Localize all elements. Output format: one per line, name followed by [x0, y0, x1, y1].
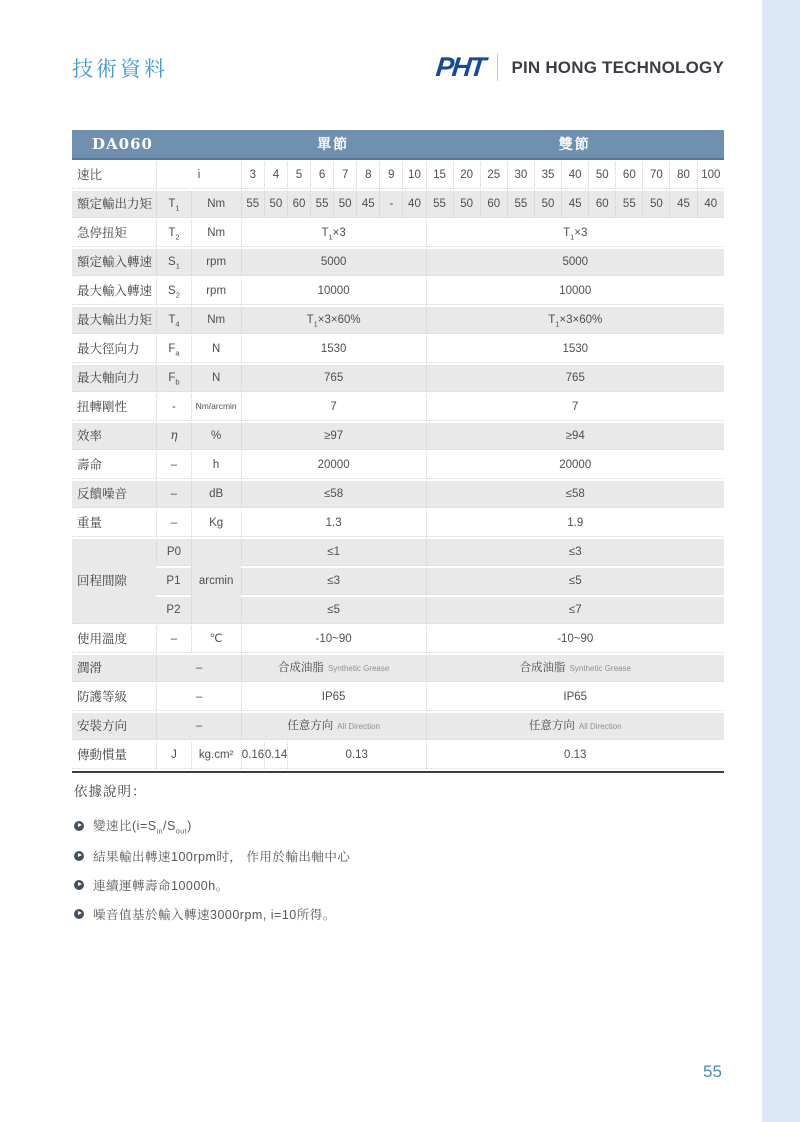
row-symbol: $S_1$ [156, 249, 190, 276]
row-label: 扭轉剛性 [72, 394, 156, 421]
row-unit: N [191, 336, 241, 363]
row-unit: dB [191, 481, 241, 508]
double-value: 10000 [426, 278, 725, 305]
table-row-max-radial-force [72, 336, 724, 363]
double-value: ≤7 [426, 597, 725, 624]
notes-section [74, 780, 574, 934]
table-row-rated-input-speed [72, 249, 724, 276]
value-cell: 15 [426, 162, 453, 189]
row-unit: N [191, 365, 241, 392]
spec-table-wrap [72, 128, 724, 773]
double-value: $T_1\times 3\times 60\%$ [426, 307, 725, 334]
note-item [74, 816, 574, 836]
row-unit: kg.cm² [191, 742, 241, 769]
row-label: 潤滑 [72, 655, 156, 682]
row-symbol: P1 [156, 568, 190, 595]
row-label: 回程間隙 [72, 539, 156, 624]
row-symbol: – [156, 452, 190, 479]
single-value: ≤3 [241, 568, 426, 595]
value-cell: 9 [379, 162, 402, 189]
value-cell: 8 [356, 162, 379, 189]
double-value: $T_1\times 3$ [426, 220, 725, 247]
note-text: 結果輸出轉速100rpm时， 作用於輸出軸中心 [93, 849, 351, 864]
single-value: 合成油脂 Synthetic Grease [241, 655, 426, 682]
single-value: 10000 [241, 278, 426, 305]
value-cell: 3 [241, 162, 264, 189]
table-row-operating-temp [72, 626, 724, 653]
row-symbol: – [156, 713, 240, 740]
row-unit: Nm/arcmin [191, 394, 241, 421]
value-cell: 55 [310, 191, 333, 218]
row-symbol: – [156, 481, 190, 508]
row-label: 效率 [72, 423, 156, 450]
single-value: 任意方向 All Direction [241, 713, 426, 740]
value-cell: 45 [669, 191, 696, 218]
row-unit: Nm [191, 307, 241, 334]
single-stage-header: 單節 [241, 130, 426, 160]
value-cell: 4 [264, 162, 287, 189]
row-symbol: i [156, 162, 240, 189]
table-row-max-input-speed [72, 278, 724, 305]
row-label: 傳動慣量 [72, 742, 156, 769]
single-value: ≥97 [241, 423, 426, 450]
notes-list [74, 816, 574, 923]
row-symbol: - [156, 394, 190, 421]
value-cell: 60 [615, 162, 642, 189]
double-value: IP65 [426, 684, 725, 711]
single-value: ≤1 [241, 539, 426, 566]
value-cell: 50 [264, 191, 287, 218]
value-cell: 40 [561, 162, 588, 189]
single-value: $T_1\times 3\times 60\%$ [241, 307, 426, 334]
double-value: ≤3 [426, 539, 725, 566]
table-row-torsional-rigidity [72, 394, 724, 421]
company-name: PIN HONG TECHNOLOGY [511, 57, 724, 77]
row-symbol: – [156, 510, 190, 537]
value-cell: 60 [480, 191, 507, 218]
note-bullet-icon [74, 880, 84, 890]
row-unit: arcmin [191, 539, 241, 624]
value-cell: 45 [356, 191, 379, 218]
table-row-emergency-stop-torque [72, 220, 724, 247]
page-number: 55 [703, 1062, 722, 1081]
row-label: 使用溫度 [72, 626, 156, 653]
note-bullet-icon [74, 909, 84, 919]
single-value: IP65 [241, 684, 426, 711]
value-cell: 7 [333, 162, 356, 189]
row-symbol: $T_4$ [156, 307, 190, 334]
table-row-ratio [72, 162, 724, 189]
row-symbol: $T_1$ [156, 191, 190, 218]
double-value: -10~90 [426, 626, 725, 653]
value-cell: 10 [402, 162, 425, 189]
single-value: 1530 [241, 336, 426, 363]
row-symbol: – [156, 684, 240, 711]
table-row-weight [72, 510, 724, 537]
single-value: 765 [241, 365, 426, 392]
double-value: 1530 [426, 336, 725, 363]
note-text: 連續運轉壽命10000h。 [93, 878, 229, 893]
row-symbol: P0 [156, 539, 190, 566]
single-value: 0.13 [287, 742, 426, 769]
row-symbol: $F_b$ [156, 365, 190, 392]
double-value: ≤58 [426, 481, 725, 508]
double-value: 0.13 [426, 742, 725, 769]
value-cell: 25 [480, 162, 507, 189]
double-value: ≥94 [426, 423, 725, 450]
row-label: 壽命 [72, 452, 156, 479]
value-cell: 45 [561, 191, 588, 218]
table-row-max-axial-force [72, 365, 724, 392]
row-unit: Nm [191, 220, 241, 247]
row-unit: h [191, 452, 241, 479]
single-value: ≤5 [241, 597, 426, 624]
value-cell: 6 [310, 162, 333, 189]
value-cell: 60 [287, 191, 310, 218]
value-cell: 55 [507, 191, 534, 218]
double-value: 5000 [426, 249, 725, 276]
note-bullet-icon [74, 821, 84, 831]
model-header: DA060 [72, 130, 241, 160]
row-unit: % [191, 423, 241, 450]
note-item [74, 847, 574, 865]
double-value: ≤5 [426, 568, 725, 595]
row-symbol: $F_a$ [156, 336, 190, 363]
row-label: 速比 [72, 162, 156, 189]
table-header-row [72, 130, 724, 160]
note-text: 噪音值基於輸入轉速3000rpm, i=10所得。 [93, 907, 336, 922]
document-header [72, 52, 724, 83]
note-item [74, 905, 574, 923]
value-cell: 50 [534, 191, 561, 218]
row-unit: rpm [191, 278, 241, 305]
row-symbol: $T_2$ [156, 220, 190, 247]
value-cell: 70 [642, 162, 669, 189]
row-symbol: η [156, 423, 190, 450]
double-value: 任意方向 All Direction [426, 713, 725, 740]
row-unit: rpm [191, 249, 241, 276]
double-value: 1.9 [426, 510, 725, 537]
value-cell: 80 [669, 162, 696, 189]
row-label: 最大軸向力 [72, 365, 156, 392]
row-symbol: – [156, 655, 240, 682]
row-symbol: P2 [156, 597, 190, 624]
page-edge-strip [762, 0, 800, 1122]
value-cell: 30 [507, 162, 534, 189]
value-cell: 100 [697, 162, 724, 189]
table-row-backlash-p2 [72, 597, 724, 624]
double-value: 765 [426, 365, 725, 392]
row-label: 反饋噪音 [72, 481, 156, 508]
single-value: 1.3 [241, 510, 426, 537]
value-cell: - [379, 191, 402, 218]
double-stage-header: 雙節 [426, 130, 725, 160]
brand-divider [497, 54, 498, 81]
row-symbol: J [156, 742, 190, 769]
table-row-protection-class [72, 684, 724, 711]
value-cell: 50 [333, 191, 356, 218]
value-cell: 50 [453, 191, 480, 218]
single-value: -10~90 [241, 626, 426, 653]
row-unit: Nm [191, 191, 241, 218]
table-row-max-output-torque [72, 307, 724, 334]
note-bullet-icon [74, 851, 84, 861]
single-value: 5000 [241, 249, 426, 276]
table-row-mounting-direction [72, 713, 724, 740]
value-cell: 50 [642, 191, 669, 218]
single-value-i3: 0.16 [241, 742, 264, 769]
table-row-lubrication [72, 655, 724, 682]
row-symbol: $S_2$ [156, 278, 190, 305]
value-cell: 55 [615, 191, 642, 218]
row-label: 最大輸出力矩 [72, 307, 156, 334]
table-row-efficiency [72, 423, 724, 450]
page-title: 技術資料 [72, 57, 168, 81]
double-value: 20000 [426, 452, 725, 479]
value-cell: 40 [402, 191, 425, 218]
value-cell: 20 [453, 162, 480, 189]
single-value-i4: 0.14 [264, 742, 287, 769]
notes-heading: 依據說明： [74, 784, 147, 800]
table-row-backlash-p1 [72, 568, 724, 595]
table-row-feedback-noise [72, 481, 724, 508]
row-symbol: – [156, 626, 190, 653]
value-cell: 5 [287, 162, 310, 189]
table-row-moment-of-inertia [72, 742, 724, 769]
table-row-rated-output-torque [72, 191, 724, 218]
row-label: 重量 [72, 510, 156, 537]
value-cell: 50 [588, 162, 615, 189]
brand-block [436, 52, 724, 83]
double-value: 7 [426, 394, 725, 421]
row-label: 急停扭矩 [72, 220, 156, 247]
note-text: 變速比$(i=S_{in}/S_{out})$ [93, 819, 192, 836]
single-value: 7 [241, 394, 426, 421]
row-label: 安裝方向 [72, 713, 156, 740]
table-row-service-life [72, 452, 724, 479]
value-cell: 35 [534, 162, 561, 189]
value-cell: 55 [241, 191, 264, 218]
value-cell: 60 [588, 191, 615, 218]
value-cell: 55 [426, 191, 453, 218]
single-value: $T_1\times 3$ [241, 220, 426, 247]
row-label: 防護等級 [72, 684, 156, 711]
row-unit: Kg [191, 510, 241, 537]
single-value: ≤58 [241, 481, 426, 508]
row-label: 最大徑向力 [72, 336, 156, 363]
single-value: 20000 [241, 452, 426, 479]
pht-logo: PHT [434, 52, 487, 82]
row-label: 最大輸入轉速 [72, 278, 156, 305]
note-item [74, 876, 574, 894]
table-row-backlash-p0 [72, 539, 724, 566]
row-label: 額定輸入轉速 [72, 249, 156, 276]
row-unit: ℃ [191, 626, 241, 653]
double-value: 合成油脂 Synthetic Grease [426, 655, 725, 682]
row-label: 額定輸出力矩 [72, 191, 156, 218]
spec-table [72, 128, 724, 771]
value-cell: 40 [697, 191, 724, 218]
